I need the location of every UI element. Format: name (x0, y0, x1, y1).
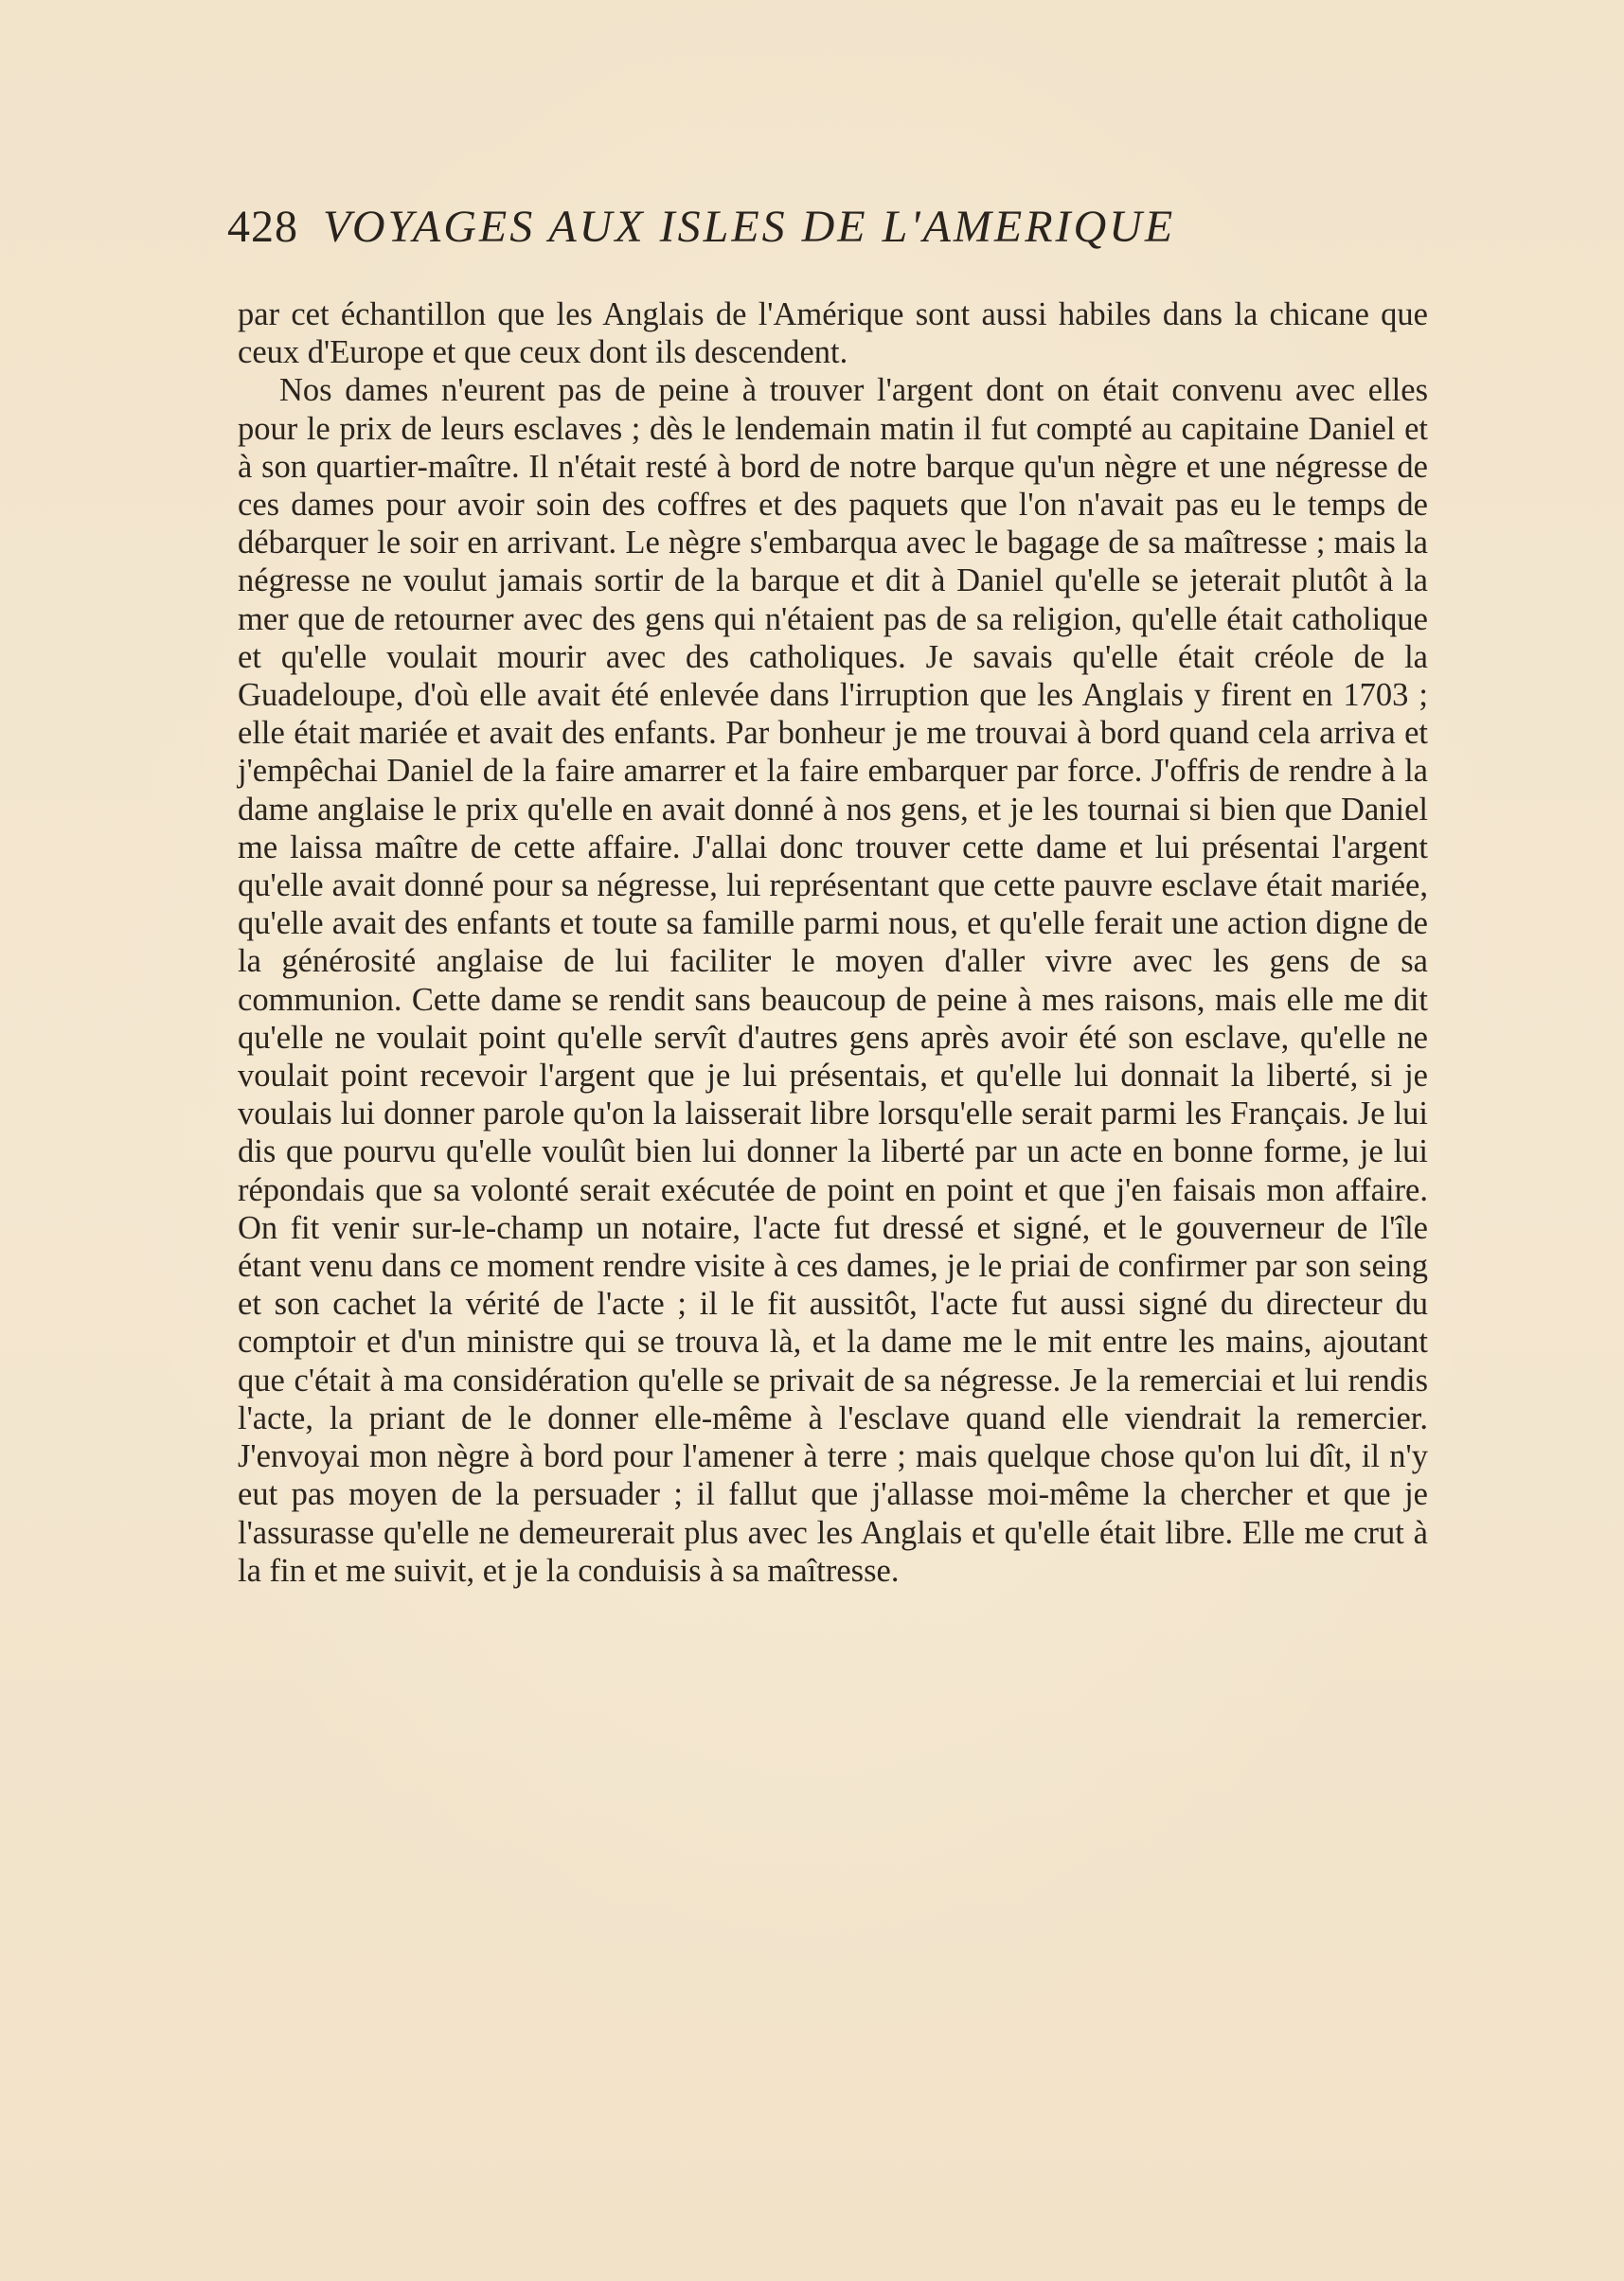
running-title: VOYAGES AUX ISLES DE L'AMERIQUE (323, 202, 1176, 252)
paragraph-continued: par cet échantillon que les Anglais de l'Amérique sont aussi habiles dans la chicane que ceux d'Europe et que ceux dont ils descendent. (238, 296, 1428, 371)
paragraph: Nos dames n'eurent pas de peine à trouver l'argent dont on était convenu avec elles pour le prix de leurs esclaves ; dès le lendemain matin il fut compté au capitaine Daniel et à son quartier-maître. Il n'était resté à bord de notre barque qu'un nègre et une négresse de ces dames pour avoir soin des coffres et des paquets que l'on n'avait pas eu le temps de débarquer le soir en arrivant. Le nègre s'embarqua avec le bagage de sa maîtresse ; mais la négresse ne voulut jamais sortir de la barque et dit à Daniel qu'elle se jeterait plutôt à la mer que de retourner avec des gens qui n'étaient pas de sa religion, qu'elle était catholique et qu'elle voulait mourir avec des catholiques. Je savais qu'elle était créole de la Guadeloupe, d'où elle avait été enlevée dans l'irruption que les Anglais y firent en 1703 ; elle était mariée et avait des enfants. Par bonheur je me trouvai à bord quand cela arriva et j'empêchai Daniel de la faire amarrer et la faire embarquer par force. J'offris de rendre à la dame anglaise le prix qu'elle en avait donné à nos gens, et je les tournai si bien que Daniel me laissa maître de cette affaire. J'allai donc trouver cette dame et lui présentai l'argent qu'elle avait donné pour sa négresse, lui représentant que cette pauvre esclave était mariée, qu'elle avait des enfants et toute sa famille parmi nous, et qu'elle ferait une action digne de la générosité anglaise de lui faciliter le moyen d'aller vivre avec les gens de sa communion. Cette dame se rendit sans beaucoup de peine à mes raisons, mais elle me dit qu'elle ne voulait point qu'elle servît d'autres gens après avoir été son esclave, qu'elle ne voulait point recevoir l'argent que je lui présentais, et qu'elle lui donnait la liberté, si je voulais lui donner parole qu'on la laisserait libre lorsqu'elle serait parmi les Français. Je lui dis que pourvu qu'elle voulût bien lui donner la liberté par un acte en bonne forme, je lui répondais que sa volonté serait exécutée de point en point et que j'en faisais mon affaire. On fit venir sur-le-champ un notaire, l'acte fut dressé et signé, et le gouverneur de l'île étant venu dans ce moment rendre visite à ces dames, je le priai de confirmer par son seing et son cachet la vérité de l'acte ; il le fit aussitôt, l'acte fut aussi signé du directeur du comptoir et d'un ministre qui se trouva là, et la dame me le mit entre les mains, ajoutant que c'était à ma considération qu'elle se privait de sa négresse. Je la remerciai et lui rendis l'acte, la priant de le donner elle-même à l'esclave quand elle viendrait la remercier. J'envoyai mon nègre à bord pour l'amener à terre ; mais quelque chose qu'on lui dît, il n'y eut pas moyen de la persuader ; il fallut que j'allasse moi-même la chercher et que je l'assurasse qu'elle ne demeurerait plus avec les Anglais et qu'elle était libre. Elle me crut à la fin et me suivit, et je la conduisis à sa maîtresse. (238, 372, 1428, 1589)
page-number: 428 (227, 202, 298, 252)
running-head (227, 189, 1420, 265)
body-text (238, 295, 1428, 1590)
